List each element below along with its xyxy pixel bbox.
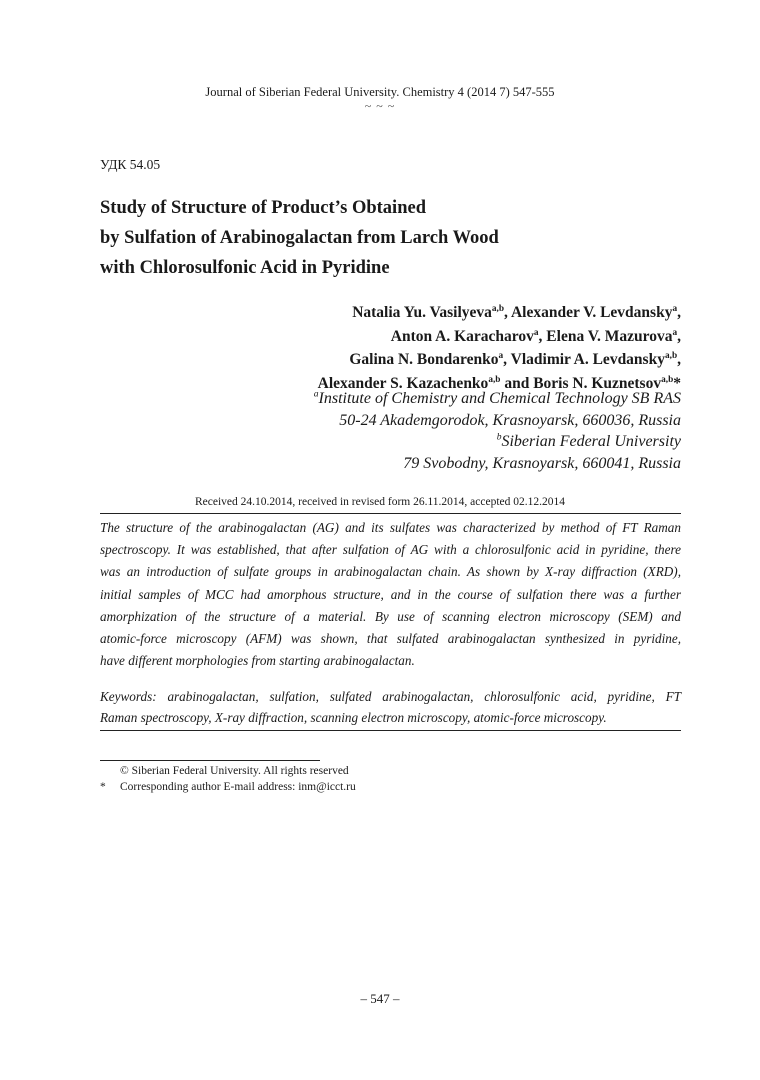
keywords-line: Keywords: arabinogalactan, sulfation, sulfated arabinogalactan, chlorosulfonic acid, pyridine, FT [100,689,681,704]
footnote-copyright [100,763,600,779]
abstract [100,517,681,672]
affiliations [200,388,681,474]
received-dates: Received 24.10.2014, received in revised form 26.11.2014, accepted 02.12.2014 [194,496,566,508]
separator: , [677,351,681,368]
title-line: with Chlorosulfonic Acid in Pyridine [100,258,390,278]
author-affil-sup: a [672,327,678,338]
author-name: Anton A. Karacharov [390,327,534,345]
author-name: Elena V. Mazurova [546,327,673,345]
abstract-line: have different morphologies from starting arabinogalactan. [100,653,415,669]
footnote-text: Corresponding author E-mail address: inm@icct.ru [120,781,356,793]
affiliation-a-name [200,388,681,410]
abstract-line: was an introduction of sulfate groups in arabinogalactan chain. As shown by X-ray diffraction (XRD), [100,564,681,580]
footnote-rule [100,760,320,761]
author-affil-sup: a,b [491,303,505,314]
footnote-corresponding [100,779,600,795]
author-name: Vladimir A. Levdansky [510,351,665,368]
title-line: Study of Structure of Product’s Obtained [100,198,426,218]
abstract-bottom-rule [100,730,681,731]
affil-sup: a [313,388,319,400]
paper-title [100,193,660,283]
abstract-line: amorphization of the structure of a material. By use of scanning electron microscopy (SEM) and [100,608,681,624]
author-name: Galina N. Bondarenko [349,351,499,368]
author-line [200,348,681,372]
author-affil-sup: a,b [664,350,678,361]
keywords [100,687,681,728]
affiliation-b-address: 79 Svobodny, Krasnoyarsk, 660041, Russia [403,454,681,472]
affil-text: Siberian Federal University [501,433,681,450]
author-affil-sup: a [672,303,678,314]
title-line: by Sulfation of Arabinogalactan from Larch Wood [100,228,499,248]
author-list [200,301,681,395]
author-affil-sup: a,b [661,374,674,385]
author-name: Alexander V. Levdansky [510,304,673,321]
abstract-line: spectroscopy. It was established, that after sulfation of AG with a chlorosulfonic acid in pyridine, there [100,542,681,558]
page-number: – 547 – [360,991,400,1006]
affil-sup: b [496,431,502,443]
abstract-top-rule [100,513,681,514]
footnote-mark: * [100,781,106,793]
separator: , [503,351,511,368]
affiliation-a-address: 50-24 Akademgorodok, Krasnoyarsk, 660036, Russia [339,411,681,429]
separator: , [677,304,681,321]
footnotes [100,763,600,795]
keywords-line: Raman spectroscopy, X-ray diffraction, scanning electron microscopy, atomic-force microscopy. [100,709,607,725]
author-affil-sup: a [533,327,539,338]
author-affil-sup: a [498,350,504,361]
affiliation-b-name [200,431,681,453]
separator: , [677,327,681,345]
author-name: Boris N. Kuznetsov [533,374,662,392]
footnote-text: © Siberian Federal University. All rights reserved [120,765,349,777]
abstract-line: atomic-force microscopy (AFM) was shown, that sulfated arabinogalactan synthesized in pyridine, [100,631,681,647]
separator: , [504,304,511,321]
corresponding-mark: * [673,374,681,392]
author-line [200,301,681,325]
journal-header: Journal of Siberian Federal University. Chemistry 4 (2014 7) 547-555 [205,85,555,99]
separator: , [538,327,547,345]
author-affil-sup: a,b [488,374,501,385]
udk-code: УДК 54.05 [100,157,161,172]
affil-text: Institute of Chemistry and Chemical Technology SB RAS [318,390,681,407]
author-name: Alexander S. Kazachenko [317,374,489,392]
author-line [200,325,681,349]
header-ornament: ~ ~ ~ [364,99,396,113]
abstract-line: The structure of the arabinogalactan (AG) and its sulfates was characterized by method of FT Raman [100,520,681,535]
separator: and [500,374,534,392]
abstract-line: initial samples of MCC had amorphous structure, and in the course of sulfation there was a further [100,586,681,602]
author-name: Natalia Yu. Vasilyeva [352,304,492,321]
